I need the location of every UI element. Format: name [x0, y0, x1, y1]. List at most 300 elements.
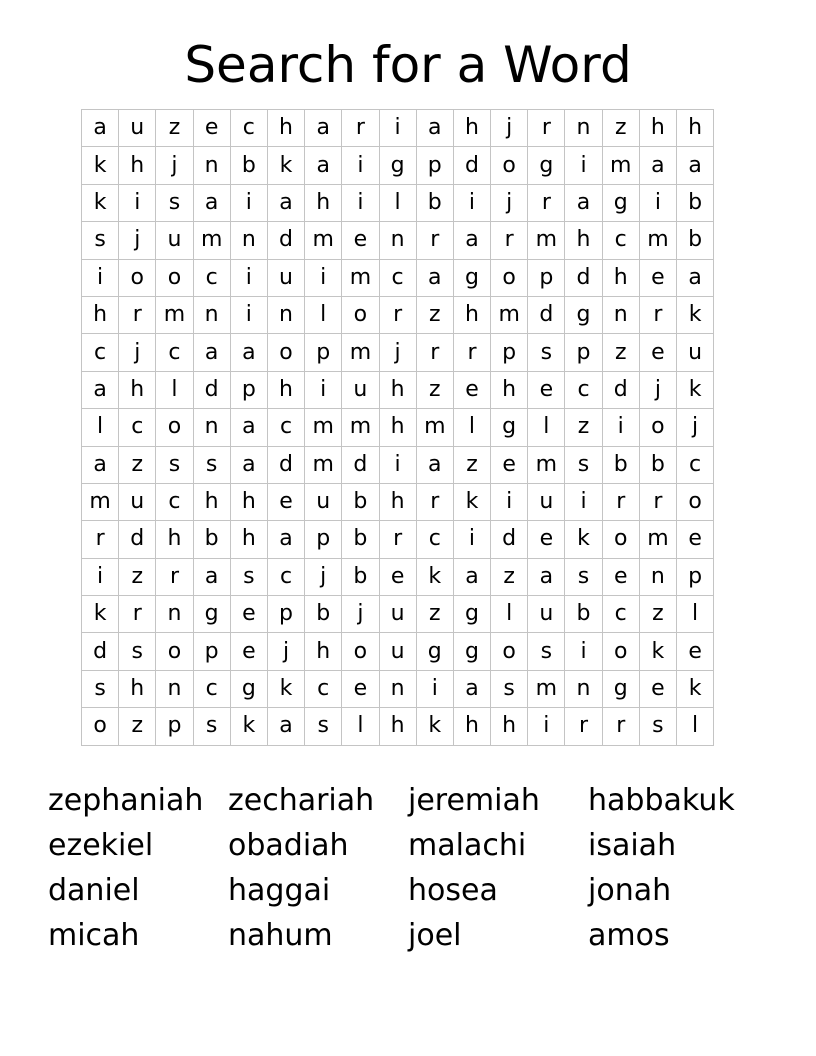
grid-cell[interactable]: g	[603, 185, 640, 222]
grid-cell[interactable]: i	[119, 185, 156, 222]
grid-cell[interactable]: p	[156, 708, 193, 745]
grid-cell[interactable]: u	[268, 260, 305, 297]
grid-cell[interactable]: z	[119, 447, 156, 484]
grid-cell[interactable]: m	[194, 222, 231, 259]
grid-cell[interactable]: c	[677, 447, 714, 484]
grid-cell[interactable]: r	[565, 708, 602, 745]
grid-cell[interactable]: i	[565, 484, 602, 521]
grid-cell[interactable]: o	[491, 633, 528, 670]
grid-cell[interactable]: g	[194, 596, 231, 633]
grid-cell[interactable]: b	[603, 447, 640, 484]
grid-cell[interactable]: e	[194, 110, 231, 147]
grid-cell[interactable]: e	[342, 671, 379, 708]
grid-cell[interactable]: i	[380, 447, 417, 484]
grid-cell[interactable]: m	[82, 484, 119, 521]
grid-cell[interactable]: b	[342, 521, 379, 558]
grid-cell[interactable]: s	[528, 633, 565, 670]
grid-cell[interactable]: i	[491, 484, 528, 521]
grid-cell[interactable]: a	[454, 671, 491, 708]
grid-cell[interactable]: e	[677, 521, 714, 558]
grid-cell[interactable]: a	[640, 147, 677, 184]
grid-cell[interactable]: o	[491, 260, 528, 297]
grid-cell[interactable]: h	[82, 297, 119, 334]
grid-cell[interactable]: i	[342, 147, 379, 184]
grid-cell[interactable]: r	[119, 596, 156, 633]
grid-cell[interactable]: e	[640, 260, 677, 297]
grid-cell[interactable]: c	[380, 260, 417, 297]
grid-cell[interactable]: a	[677, 260, 714, 297]
grid-cell[interactable]: u	[156, 222, 193, 259]
grid-cell[interactable]: s	[82, 671, 119, 708]
grid-cell[interactable]: a	[268, 185, 305, 222]
grid-cell[interactable]: e	[640, 334, 677, 371]
grid-cell[interactable]: n	[268, 297, 305, 334]
grid-cell[interactable]: a	[677, 147, 714, 184]
grid-cell[interactable]: z	[454, 447, 491, 484]
grid-cell[interactable]: c	[603, 222, 640, 259]
grid-cell[interactable]: l	[454, 409, 491, 446]
grid-cell[interactable]: r	[417, 484, 454, 521]
grid-cell[interactable]: d	[82, 633, 119, 670]
grid-cell[interactable]: k	[454, 484, 491, 521]
grid-cell[interactable]: e	[528, 521, 565, 558]
grid-cell[interactable]: a	[417, 110, 454, 147]
grid-cell[interactable]: u	[380, 596, 417, 633]
grid-cell[interactable]: h	[603, 260, 640, 297]
grid-cell[interactable]: c	[417, 521, 454, 558]
grid-cell[interactable]: r	[156, 559, 193, 596]
grid-cell[interactable]: k	[677, 297, 714, 334]
grid-cell[interactable]: a	[82, 372, 119, 409]
grid-cell[interactable]: o	[342, 297, 379, 334]
grid-cell[interactable]: p	[305, 521, 342, 558]
grid-cell[interactable]: j	[305, 559, 342, 596]
grid-cell[interactable]: d	[565, 260, 602, 297]
grid-cell[interactable]: o	[677, 484, 714, 521]
word-bank-item: zechariah	[228, 783, 375, 818]
grid-cell[interactable]: c	[268, 409, 305, 446]
grid-cell[interactable]: r	[342, 110, 379, 147]
grid-cell[interactable]: u	[305, 484, 342, 521]
grid-cell[interactable]: g	[528, 147, 565, 184]
grid-cell[interactable]: h	[268, 110, 305, 147]
grid-cell[interactable]: a	[268, 521, 305, 558]
grid-cell[interactable]: c	[119, 409, 156, 446]
grid-cell[interactable]: h	[305, 185, 342, 222]
grid-cell[interactable]: b	[640, 447, 677, 484]
grid-cell[interactable]: p	[194, 633, 231, 670]
grid-cell[interactable]: z	[603, 334, 640, 371]
grid-cell[interactable]: b	[677, 222, 714, 259]
word-bank-item: malachi	[408, 828, 527, 863]
grid-cell[interactable]: r	[528, 185, 565, 222]
grid-cell[interactable]: m	[417, 409, 454, 446]
grid-cell[interactable]: s	[156, 185, 193, 222]
grid-cell[interactable]: e	[231, 596, 268, 633]
grid-cell[interactable]: n	[565, 671, 602, 708]
grid-cell[interactable]: g	[454, 260, 491, 297]
grid-cell[interactable]: o	[119, 260, 156, 297]
grid-cell[interactable]: b	[677, 185, 714, 222]
grid-cell[interactable]: m	[305, 409, 342, 446]
grid-cell[interactable]: m	[603, 147, 640, 184]
grid-cell[interactable]: o	[603, 521, 640, 558]
grid-cell[interactable]: z	[119, 559, 156, 596]
grid-cell[interactable]: m	[528, 671, 565, 708]
grid-cell[interactable]: r	[603, 708, 640, 745]
grid-cell[interactable]: z	[640, 596, 677, 633]
grid-cell[interactable]: g	[417, 633, 454, 670]
page-title: Search for a Word	[184, 36, 632, 94]
grid-cell[interactable]: s	[528, 334, 565, 371]
grid-cell[interactable]: d	[268, 222, 305, 259]
grid-cell[interactable]: a	[231, 409, 268, 446]
grid-cell[interactable]: a	[417, 447, 454, 484]
word-bank-item: micah	[48, 918, 140, 953]
grid-cell[interactable]: m	[342, 260, 379, 297]
grid-cell[interactable]: j	[380, 334, 417, 371]
grid-cell[interactable]: c	[156, 334, 193, 371]
grid-cell[interactable]: i	[231, 297, 268, 334]
word-bank-item: amos	[588, 918, 670, 953]
grid-cell[interactable]: b	[565, 596, 602, 633]
grid-cell[interactable]: d	[454, 147, 491, 184]
grid-cell[interactable]: k	[82, 185, 119, 222]
grid-cell[interactable]: d	[194, 372, 231, 409]
grid-cell[interactable]: s	[640, 708, 677, 745]
grid-cell[interactable]: j	[342, 596, 379, 633]
grid-cell[interactable]: z	[119, 708, 156, 745]
grid-cell[interactable]: e	[640, 671, 677, 708]
grid-cell[interactable]: i	[565, 147, 602, 184]
grid-cell[interactable]: h	[231, 521, 268, 558]
grid-cell[interactable]: l	[491, 596, 528, 633]
grid-cell[interactable]: k	[268, 671, 305, 708]
grid-cell[interactable]: e	[342, 222, 379, 259]
grid-cell[interactable]: o	[640, 409, 677, 446]
grid-cell[interactable]: i	[528, 708, 565, 745]
grid-cell[interactable]: m	[305, 447, 342, 484]
word-bank-item: isaiah	[588, 828, 677, 863]
grid-cell[interactable]: i	[231, 185, 268, 222]
grid-cell[interactable]: r	[417, 334, 454, 371]
grid-cell[interactable]: o	[156, 633, 193, 670]
word-bank-item: hosea	[408, 873, 498, 908]
grid-cell[interactable]: h	[491, 708, 528, 745]
grid-cell[interactable]: a	[454, 559, 491, 596]
grid-cell[interactable]: h	[491, 372, 528, 409]
grid-cell[interactable]: h	[380, 372, 417, 409]
grid-cell[interactable]: c	[194, 671, 231, 708]
grid-cell[interactable]: c	[82, 334, 119, 371]
grid-cell[interactable]: l	[82, 409, 119, 446]
grid-cell[interactable]: a	[528, 559, 565, 596]
grid-cell[interactable]: c	[231, 110, 268, 147]
grid-cell[interactable]: k	[82, 147, 119, 184]
grid-cell[interactable]: k	[565, 521, 602, 558]
grid-cell[interactable]: a	[268, 708, 305, 745]
grid-cell[interactable]: d	[603, 372, 640, 409]
grid-cell[interactable]: a	[194, 559, 231, 596]
grid-cell[interactable]: a	[305, 110, 342, 147]
grid-cell[interactable]: j	[491, 185, 528, 222]
grid-cell[interactable]: r	[528, 110, 565, 147]
grid-cell[interactable]: r	[82, 521, 119, 558]
grid-cell[interactable]: r	[640, 297, 677, 334]
grid-cell[interactable]: h	[677, 110, 714, 147]
grid-cell[interactable]: e	[231, 633, 268, 670]
grid-cell[interactable]: u	[528, 484, 565, 521]
grid-cell[interactable]: l	[342, 708, 379, 745]
grid-cell[interactable]: p	[231, 372, 268, 409]
grid-cell[interactable]: h	[380, 484, 417, 521]
grid-cell[interactable]: m	[305, 222, 342, 259]
grid-cell[interactable]: j	[119, 222, 156, 259]
grid-cell[interactable]: m	[342, 334, 379, 371]
grid-cell[interactable]: l	[528, 409, 565, 446]
grid-cell[interactable]: n	[194, 409, 231, 446]
grid-cell[interactable]: p	[491, 334, 528, 371]
grid-cell[interactable]: o	[491, 147, 528, 184]
grid-cell[interactable]: h	[119, 147, 156, 184]
grid-cell[interactable]: s	[156, 447, 193, 484]
grid-cell[interactable]: l	[305, 297, 342, 334]
grid-cell[interactable]: k	[417, 708, 454, 745]
grid-cell[interactable]: a	[454, 222, 491, 259]
grid-cell[interactable]: u	[119, 110, 156, 147]
grid-cell[interactable]: i	[305, 372, 342, 409]
grid-cell[interactable]: h	[119, 372, 156, 409]
grid-cell[interactable]: r	[640, 484, 677, 521]
grid-cell[interactable]: o	[82, 708, 119, 745]
grid-cell[interactable]: c	[268, 559, 305, 596]
grid-cell[interactable]: a	[417, 260, 454, 297]
grid-cell[interactable]: o	[603, 633, 640, 670]
grid-cell[interactable]: u	[119, 484, 156, 521]
grid-cell[interactable]: m	[528, 447, 565, 484]
grid-cell[interactable]: o	[268, 334, 305, 371]
grid-cell[interactable]: e	[380, 559, 417, 596]
grid-cell[interactable]: n	[603, 297, 640, 334]
grid-cell[interactable]: c	[603, 596, 640, 633]
grid-cell[interactable]: a	[194, 334, 231, 371]
grid-cell[interactable]: z	[417, 596, 454, 633]
grid-cell[interactable]: e	[677, 633, 714, 670]
grid-cell[interactable]: g	[231, 671, 268, 708]
grid-cell[interactable]: i	[603, 409, 640, 446]
grid-cell[interactable]: p	[268, 596, 305, 633]
grid-cell[interactable]: e	[491, 447, 528, 484]
grid-cell[interactable]: h	[565, 222, 602, 259]
grid-cell[interactable]: g	[454, 633, 491, 670]
grid-cell[interactable]: m	[640, 521, 677, 558]
grid-cell[interactable]: g	[454, 596, 491, 633]
grid-cell[interactable]: p	[565, 334, 602, 371]
grid-cell[interactable]: k	[268, 147, 305, 184]
word-bank-item: haggai	[228, 873, 331, 908]
grid-cell[interactable]: n	[194, 297, 231, 334]
grid-cell[interactable]: u	[342, 372, 379, 409]
grid-cell[interactable]: o	[156, 260, 193, 297]
word-bank	[48, 778, 768, 958]
grid-cell[interactable]: s	[491, 671, 528, 708]
grid-cell[interactable]: z	[565, 409, 602, 446]
grid-cell[interactable]: n	[156, 671, 193, 708]
grid-cell[interactable]: i	[342, 185, 379, 222]
grid-cell[interactable]: j	[491, 110, 528, 147]
grid-cell[interactable]: e	[268, 484, 305, 521]
grid-cell[interactable]: u	[677, 334, 714, 371]
grid-cell[interactable]: s	[305, 708, 342, 745]
grid-cell[interactable]: b	[417, 185, 454, 222]
grid-cell[interactable]: h	[268, 372, 305, 409]
grid-cell[interactable]: c	[194, 260, 231, 297]
grid-cell[interactable]: i	[417, 671, 454, 708]
grid-cell[interactable]: s	[194, 447, 231, 484]
grid-cell[interactable]: b	[194, 521, 231, 558]
grid-cell[interactable]: i	[454, 521, 491, 558]
grid-cell[interactable]: h	[454, 708, 491, 745]
grid-cell[interactable]: h	[454, 110, 491, 147]
grid-cell[interactable]: z	[603, 110, 640, 147]
grid-cell[interactable]: s	[565, 447, 602, 484]
grid-cell[interactable]: j	[119, 334, 156, 371]
grid-cell[interactable]: k	[677, 372, 714, 409]
grid-cell[interactable]: h	[231, 484, 268, 521]
grid-cell[interactable]: p	[677, 559, 714, 596]
grid-cell[interactable]: c	[305, 671, 342, 708]
grid-cell[interactable]: n	[194, 147, 231, 184]
grid-cell[interactable]: u	[528, 596, 565, 633]
grid-cell[interactable]: d	[528, 297, 565, 334]
grid-cell[interactable]: s	[119, 633, 156, 670]
grid-cell[interactable]: r	[603, 484, 640, 521]
grid-cell[interactable]: m	[156, 297, 193, 334]
grid-cell[interactable]: d	[491, 521, 528, 558]
grid-cell[interactable]: c	[565, 372, 602, 409]
grid-cell[interactable]: z	[491, 559, 528, 596]
grid-cell[interactable]: d	[342, 447, 379, 484]
grid-cell[interactable]: p	[417, 147, 454, 184]
grid-cell[interactable]: h	[380, 409, 417, 446]
grid-cell[interactable]: e	[528, 372, 565, 409]
grid-cell[interactable]: s	[565, 559, 602, 596]
grid-cell[interactable]: g	[565, 297, 602, 334]
grid-cell[interactable]: a	[305, 147, 342, 184]
grid-cell[interactable]: b	[231, 147, 268, 184]
grid-cell[interactable]: p	[305, 334, 342, 371]
grid-cell[interactable]: h	[305, 633, 342, 670]
grid-cell[interactable]: z	[156, 110, 193, 147]
grid-cell[interactable]: r	[417, 222, 454, 259]
grid-cell[interactable]: n	[231, 222, 268, 259]
grid-cell[interactable]: n	[380, 671, 417, 708]
grid-cell[interactable]: l	[677, 708, 714, 745]
grid-cell[interactable]: o	[156, 409, 193, 446]
grid-cell[interactable]: i	[565, 633, 602, 670]
grid-cell[interactable]: o	[342, 633, 379, 670]
grid-cell[interactable]: g	[603, 671, 640, 708]
grid-cell[interactable]: a	[82, 447, 119, 484]
grid-cell[interactable]: m	[640, 222, 677, 259]
grid-cell[interactable]: h	[156, 521, 193, 558]
grid-cell[interactable]: a	[194, 185, 231, 222]
grid-cell[interactable]: i	[82, 260, 119, 297]
grid-cell[interactable]: j	[677, 409, 714, 446]
grid-cell[interactable]: h	[194, 484, 231, 521]
grid-cell[interactable]: i	[305, 260, 342, 297]
grid-cell[interactable]: l	[156, 372, 193, 409]
grid-cell[interactable]: h	[454, 297, 491, 334]
grid-cell[interactable]: k	[640, 633, 677, 670]
grid-cell[interactable]: i	[640, 185, 677, 222]
grid-cell[interactable]: u	[380, 633, 417, 670]
grid-cell[interactable]: r	[491, 222, 528, 259]
grid-cell[interactable]: n	[156, 596, 193, 633]
grid-cell[interactable]: k	[677, 671, 714, 708]
grid-cell[interactable]: n	[640, 559, 677, 596]
grid-cell[interactable]: a	[231, 447, 268, 484]
grid-cell[interactable]: k	[231, 708, 268, 745]
grid-cell[interactable]: e	[603, 559, 640, 596]
grid-cell[interactable]: b	[342, 559, 379, 596]
grid-cell[interactable]: l	[380, 185, 417, 222]
grid-cell[interactable]: s	[194, 708, 231, 745]
letter-grid	[81, 109, 714, 746]
grid-cell[interactable]: i	[231, 260, 268, 297]
grid-cell[interactable]: s	[231, 559, 268, 596]
grid-cell[interactable]: z	[417, 372, 454, 409]
grid-cell[interactable]: r	[119, 297, 156, 334]
grid-cell[interactable]: i	[454, 185, 491, 222]
grid-cell[interactable]: d	[268, 447, 305, 484]
grid-cell[interactable]: l	[677, 596, 714, 633]
grid-cell[interactable]: a	[231, 334, 268, 371]
grid-cell[interactable]: g	[380, 147, 417, 184]
grid-cell[interactable]: b	[342, 484, 379, 521]
grid-cell[interactable]: k	[82, 596, 119, 633]
grid-cell[interactable]: n	[565, 110, 602, 147]
grid-cell[interactable]: a	[82, 110, 119, 147]
grid-cell[interactable]: m	[528, 222, 565, 259]
grid-cell[interactable]: m	[342, 409, 379, 446]
grid-cell[interactable]: r	[454, 334, 491, 371]
grid-cell[interactable]: j	[640, 372, 677, 409]
grid-cell[interactable]: b	[305, 596, 342, 633]
grid-cell[interactable]: r	[380, 521, 417, 558]
grid-cell[interactable]: g	[491, 409, 528, 446]
grid-cell[interactable]: i	[380, 110, 417, 147]
grid-cell[interactable]: s	[82, 222, 119, 259]
grid-cell[interactable]: n	[380, 222, 417, 259]
grid-cell[interactable]: h	[119, 671, 156, 708]
grid-cell[interactable]: r	[380, 297, 417, 334]
grid-cell[interactable]: m	[491, 297, 528, 334]
grid-cell[interactable]: h	[640, 110, 677, 147]
grid-cell[interactable]: i	[82, 559, 119, 596]
grid-cell[interactable]: h	[380, 708, 417, 745]
grid-cell[interactable]: c	[156, 484, 193, 521]
grid-cell[interactable]: p	[528, 260, 565, 297]
word-bank-item: habbakuk	[588, 783, 735, 818]
grid-cell[interactable]: j	[268, 633, 305, 670]
grid-cell[interactable]: k	[417, 559, 454, 596]
grid-cell[interactable]: z	[417, 297, 454, 334]
grid-cell[interactable]: a	[565, 185, 602, 222]
grid-cell[interactable]: e	[454, 372, 491, 409]
grid-cell[interactable]: d	[119, 521, 156, 558]
grid-cell[interactable]: j	[156, 147, 193, 184]
